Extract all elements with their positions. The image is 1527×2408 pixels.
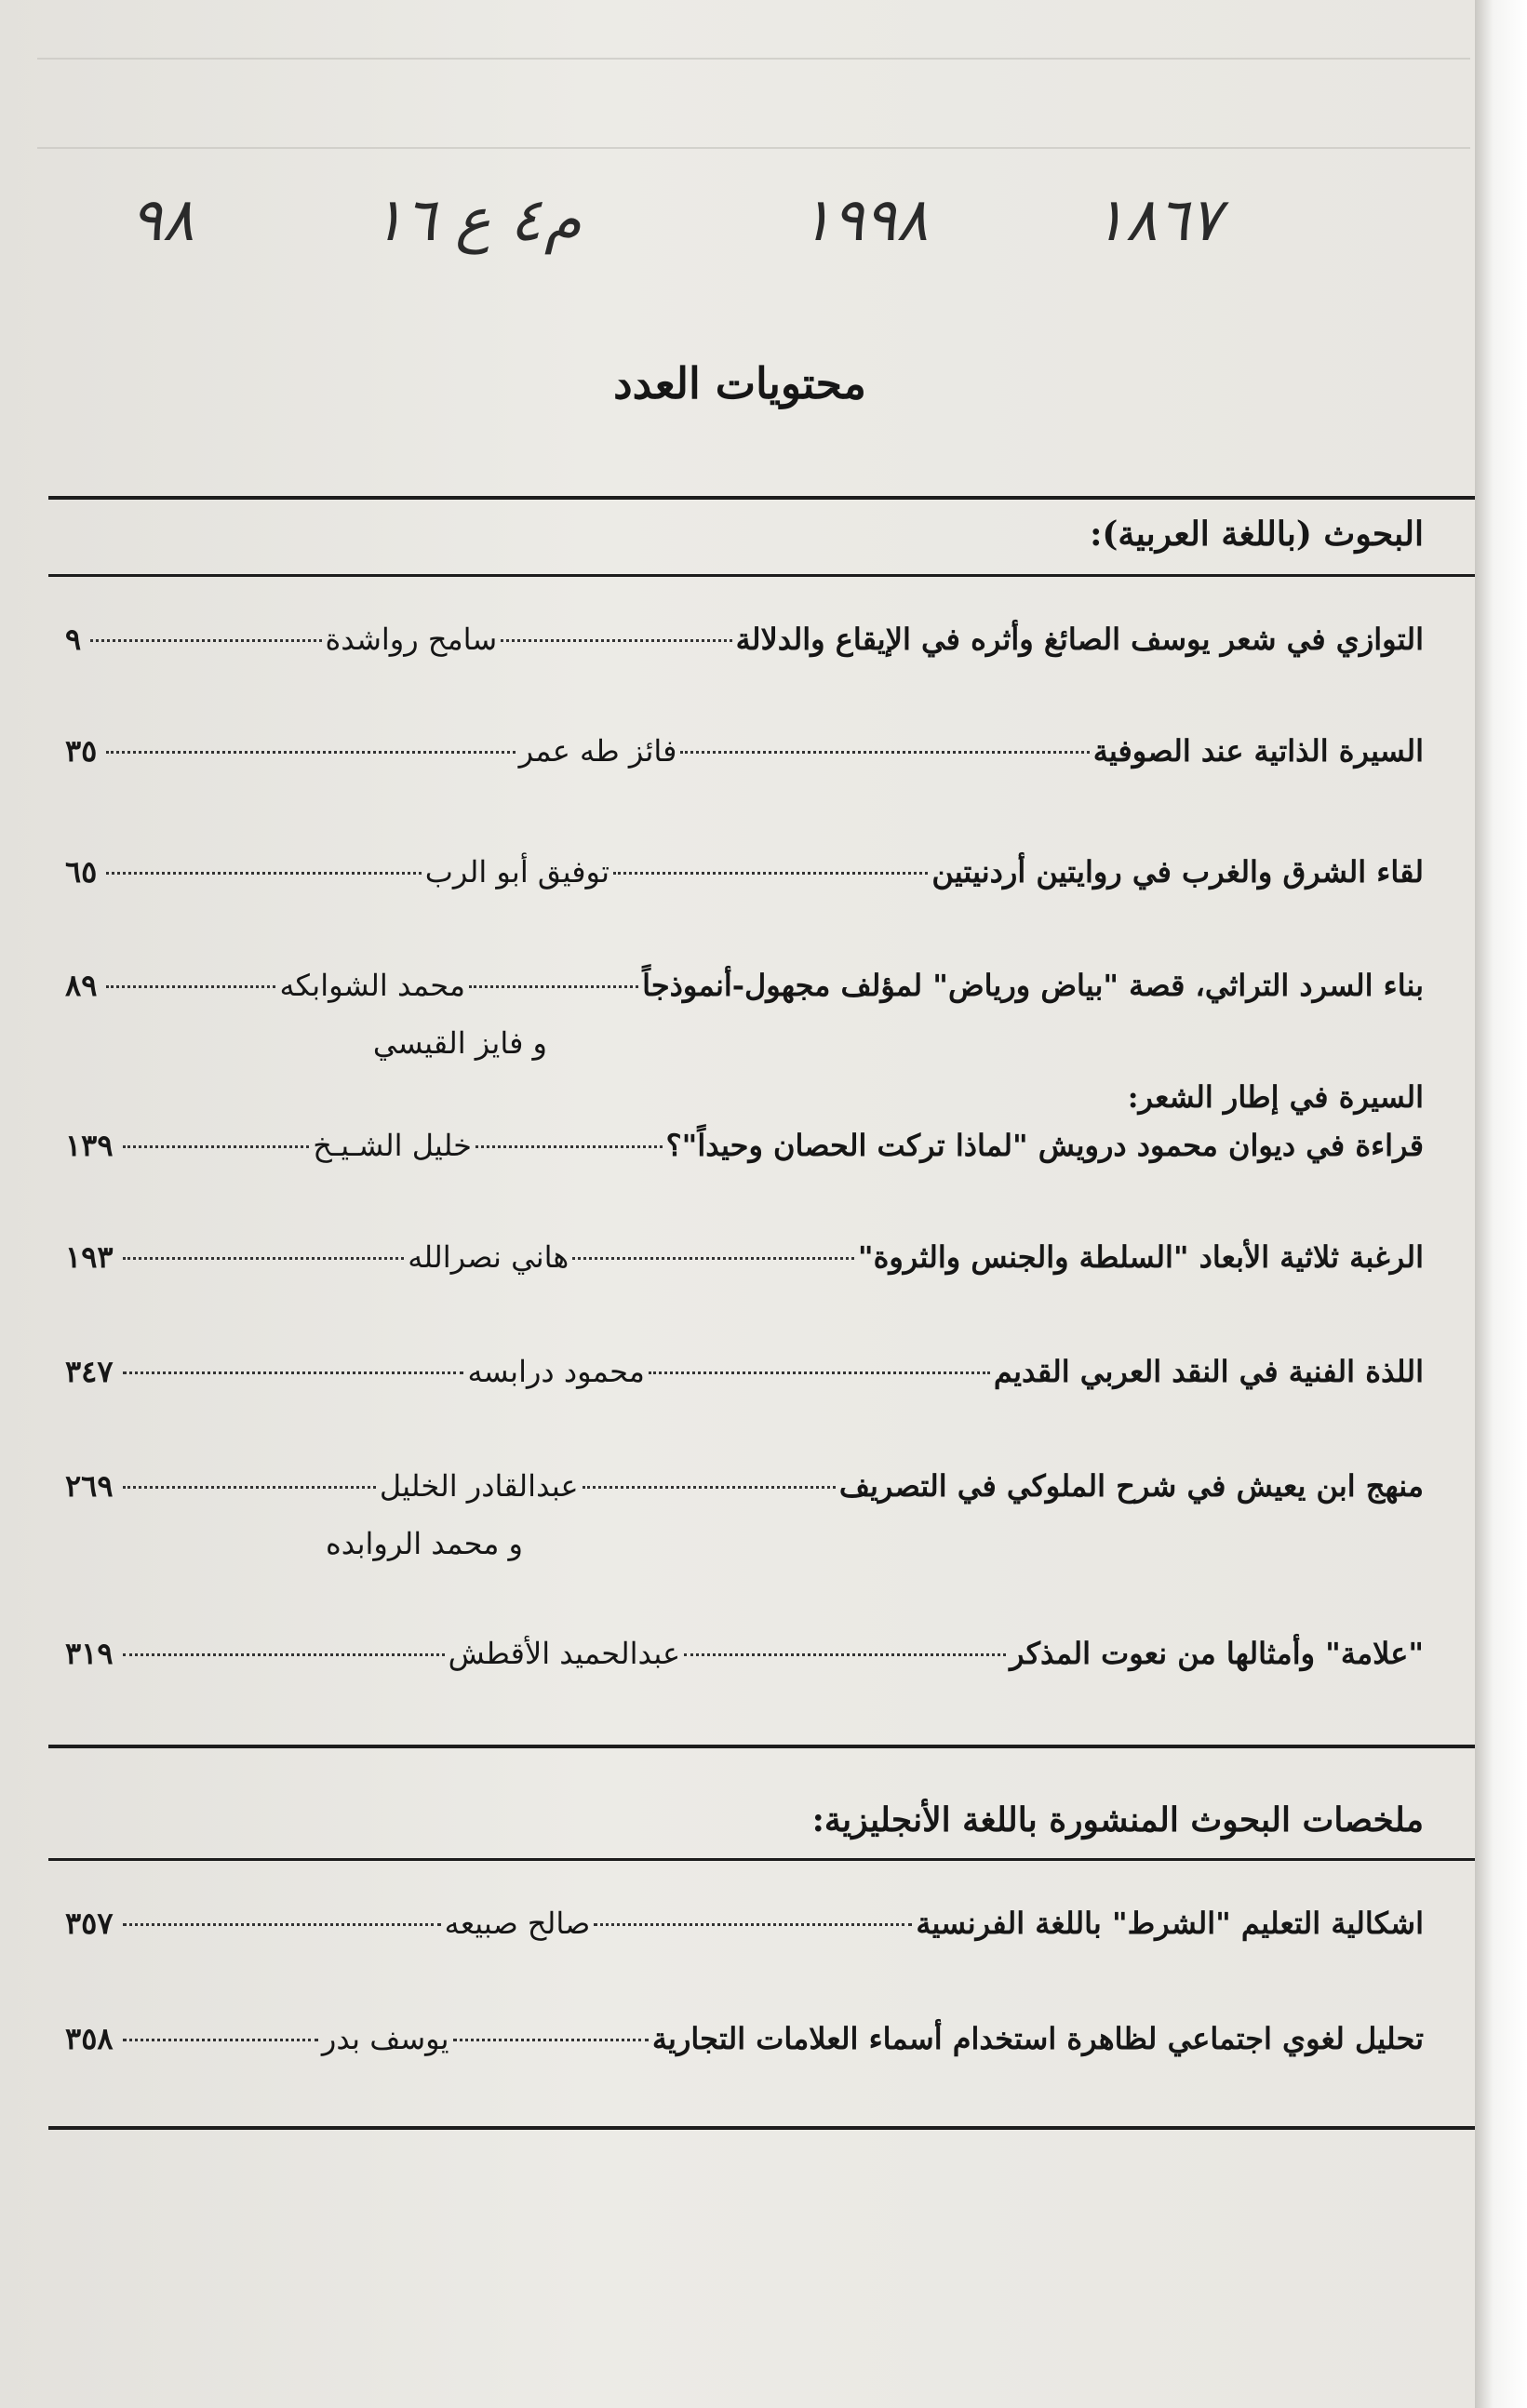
- entry-coauthor: و محمد الروابده: [326, 1526, 523, 1561]
- arabic-section-heading: البحوث (باللغة العربية):: [1090, 515, 1424, 554]
- toc-entry[interactable]: [65, 733, 1424, 785]
- handwritten-note-part: م: [544, 186, 582, 255]
- page-title: محتويات العدد: [613, 358, 866, 408]
- entry-author: عبدالقادر الخليل: [379, 1468, 579, 1504]
- divider: [48, 496, 1480, 500]
- entry-coauthor: و فايز القيسي: [372, 1025, 547, 1061]
- dot-leader: [501, 639, 731, 642]
- toc-entry[interactable]: [65, 1636, 1424, 1688]
- entry-author: خليل الشـيـخ: [313, 1128, 472, 1163]
- dot-leader: [123, 1486, 376, 1489]
- handwritten-note-part: ٤ ع ١٦: [372, 186, 542, 255]
- dot-leader: [680, 751, 1089, 754]
- toc-entry[interactable]: [65, 1239, 1424, 1291]
- entry-title: تحليل لغوي اجتماعي لظاهرة استخدام أسماء العلامات التجارية: [651, 2021, 1424, 2056]
- entry-author: سامح رواشدة: [325, 622, 498, 657]
- bleed-through-line: [37, 58, 1470, 60]
- entry-page: ١٩٣: [65, 1239, 114, 1275]
- entry-subtitle: السيرة في إطار الشعر:: [1127, 1079, 1424, 1115]
- entry-page: ٣٥٨: [65, 2021, 114, 2056]
- entry-page: ٣٤٧: [64, 1354, 114, 1389]
- entry-page: ٨٩: [65, 968, 98, 1003]
- entry-page: ٩: [64, 622, 82, 657]
- entry-page: ٣١٩: [65, 1636, 114, 1671]
- entry-title: قراءة في ديوان محمود درويش "لماذا تركت الحصان وحيداً"؟: [665, 1128, 1424, 1163]
- dot-leader: [123, 1145, 310, 1148]
- dot-leader: [469, 985, 638, 988]
- dot-leader: [106, 751, 515, 754]
- entry-title: الرغبة ثلاثية الأبعاد "السلطة والجنس والثروة": [857, 1239, 1424, 1275]
- dot-leader: [123, 1653, 445, 1656]
- divider: [48, 574, 1480, 577]
- entry-title: التوازي في شعر يوسف الصائغ وأثره في الإيقاع والدلالة: [735, 622, 1424, 657]
- toc-entry[interactable]: [65, 854, 1424, 906]
- entry-author: صالح صبيعه: [444, 1906, 591, 1941]
- toc-entry[interactable]: [65, 2021, 1424, 2073]
- handwritten-note-part: ١٩٩٨: [800, 186, 929, 255]
- toc-entry[interactable]: [65, 1468, 1424, 1520]
- entry-title: بناء السرد التراثي، قصة "بياض ورياض" لمؤلف مجهول-أنموذجاً: [642, 968, 1424, 1003]
- entry-page: ٣٥: [64, 733, 98, 769]
- entry-author: فائز طه عمر: [518, 733, 677, 769]
- entry-title: السيرة الذاتية عند الصوفية: [1092, 733, 1424, 769]
- entry-title: اللذة الفنية في النقد العربي القديم: [993, 1354, 1424, 1389]
- entry-author: محمد الشوابكه: [279, 968, 466, 1003]
- page-edge: [1475, 0, 1527, 2408]
- entry-author: عبدالحميد الأقطش: [448, 1636, 681, 1671]
- dot-leader: [583, 1486, 836, 1489]
- dot-leader: [649, 1371, 990, 1374]
- english-section-heading: ملخصات البحوث المنشورة باللغة الأنجليزية:: [811, 1800, 1424, 1839]
- dot-leader: [90, 639, 321, 642]
- toc-entry[interactable]: [65, 1128, 1424, 1180]
- divider: [48, 2126, 1480, 2130]
- entry-title: "علامة" وأمثالها من نعوت المذكر: [1010, 1636, 1424, 1671]
- divider: [48, 1858, 1480, 1861]
- entry-title: لقاء الشرق والغرب في روايتين أردنيتين: [931, 854, 1424, 890]
- toc-entry[interactable]: [65, 968, 1424, 1020]
- entry-title: اشكالية التعليم "الشرط" باللغة الفرنسية: [916, 1906, 1424, 1941]
- bleed-through-line: [37, 147, 1470, 149]
- dot-leader: [123, 2039, 318, 2041]
- toc-entry[interactable]: [65, 622, 1424, 674]
- entry-author: محمود درابسه: [467, 1354, 645, 1389]
- dot-leader: [123, 1923, 441, 1926]
- divider: [48, 1745, 1480, 1748]
- dot-leader: [572, 1257, 854, 1260]
- handwritten-note-part: ١٨٦٧: [1093, 186, 1222, 255]
- entry-page: ٣٥٧: [64, 1906, 114, 1941]
- dot-leader: [613, 872, 928, 875]
- handwritten-note-part: ٩٨: [130, 186, 194, 255]
- entry-title: منهج ابن يعيش في شرح الملوكي في التصريف: [838, 1468, 1424, 1504]
- dot-leader: [594, 1923, 912, 1926]
- toc-entry[interactable]: [65, 1906, 1424, 1958]
- entry-author: هاني نصرالله: [408, 1239, 569, 1275]
- toc-entry[interactable]: [65, 1354, 1424, 1406]
- dot-leader: [123, 1257, 405, 1260]
- entry-author: يوسف بدر: [321, 2021, 449, 2056]
- dot-leader: [106, 985, 275, 988]
- entry-page: ١٣٩: [64, 1128, 114, 1163]
- entry-author: توفيق أبو الرب: [424, 854, 609, 890]
- dot-leader: [453, 2039, 649, 2041]
- entry-page: ٢٦٩: [64, 1468, 114, 1504]
- dot-leader: [123, 1371, 464, 1374]
- dot-leader: [106, 872, 421, 875]
- dot-leader: [684, 1653, 1006, 1656]
- entry-page: ٦٥: [64, 854, 98, 890]
- dot-leader: [476, 1145, 663, 1148]
